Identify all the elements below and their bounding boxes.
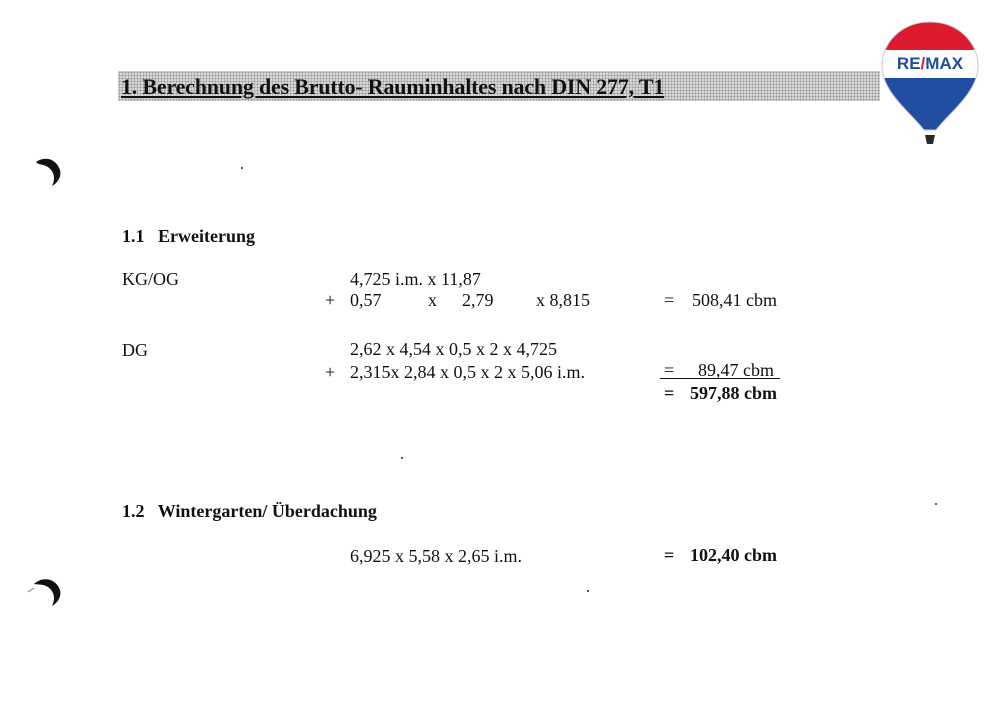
kgog-line-2-factor-c: x 8,815: [536, 290, 590, 310]
scan-speck: [241, 167, 243, 169]
section-title: Wintergarten/ Überdachung: [157, 501, 377, 521]
scan-speck: [401, 457, 403, 459]
sum-rule: [660, 378, 780, 379]
kgog-plus-sign: +: [325, 290, 336, 310]
scan-speck: [935, 503, 937, 505]
section-1-1-heading: [122, 226, 255, 247]
kgog-formula-line-1: 4,725 i.m. x 11,87: [350, 269, 481, 289]
kgog-line-2-times: x: [428, 290, 437, 310]
scan-speck: [587, 590, 589, 592]
kgog-line-2-factor-b: 2,79: [462, 290, 494, 310]
section-number: 1.2: [122, 501, 145, 521]
page-title: 1. Berechnung des Brutto- Rauminhaltes nach DIN 277, T1: [121, 74, 665, 99]
total-equals: =: [664, 383, 675, 403]
section-title: Erweiterung: [158, 226, 255, 246]
section-number: 1.1: [122, 226, 145, 246]
dg-plus-sign: +: [325, 362, 336, 382]
dg-result: 89,47 cbm: [698, 360, 774, 380]
kgog-line-2-factor-a: 0,57: [350, 290, 382, 310]
kgog-label: KG/OG: [122, 269, 179, 289]
kgog-equals: =: [664, 290, 675, 310]
wintergarten-formula: 6,925 x 5,58 x 2,65 i.m.: [350, 546, 523, 566]
wintergarten-equals: =: [664, 545, 675, 565]
dg-label: DG: [122, 340, 148, 360]
kgog-result: 508,41 cbm: [692, 290, 777, 310]
punch-hole-mark-top: [32, 156, 64, 188]
dg-formula-line-1: 2,62 x 4,54 x 0,5 x 2 x 4,725: [350, 339, 557, 359]
remax-balloon-logo: [880, 20, 980, 148]
section-1-1-total: 597,88 cbm: [690, 383, 777, 403]
logo-text: RE/MAX: [896, 54, 964, 73]
wintergarten-result: 102,40 cbm: [690, 545, 777, 565]
dg-formula-line-2: 2,315x 2,84 x 0,5 x 2 x 5,06 i.m.: [350, 362, 586, 382]
section-1-2-heading: [122, 501, 377, 522]
dg-equals: =: [664, 360, 675, 380]
punch-hole-mark-bottom: [28, 576, 64, 608]
